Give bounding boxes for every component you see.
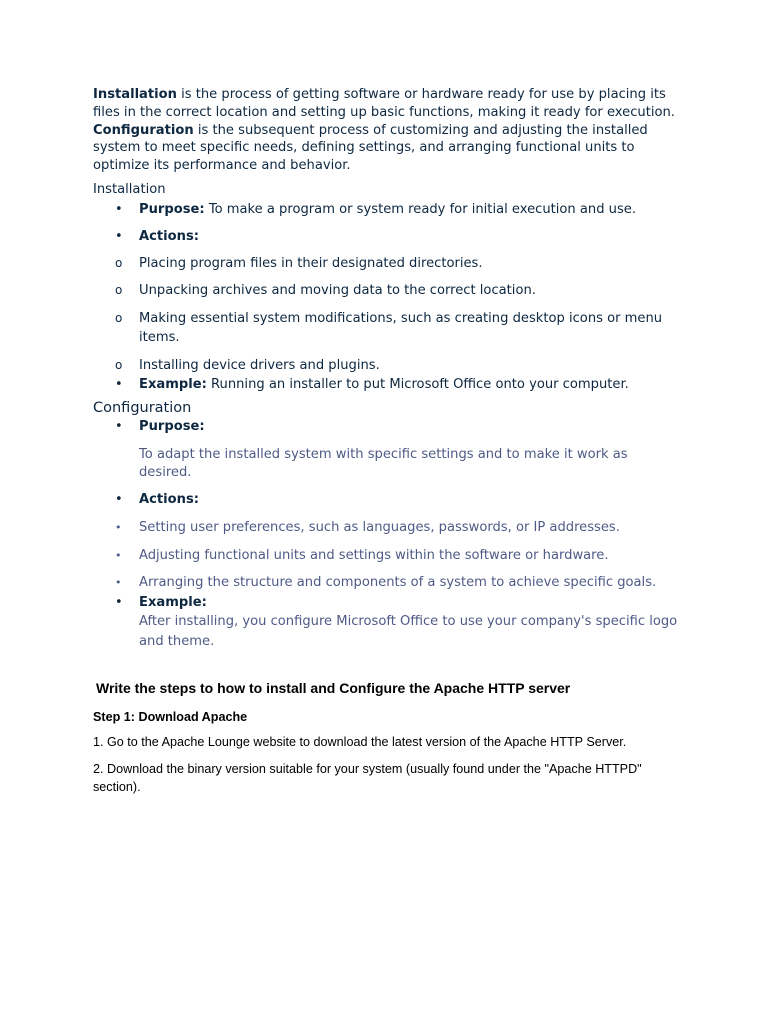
intro-paragraph [93, 86, 683, 175]
actions-label: Actions: [139, 492, 199, 508]
purpose-text: To make a program or system ready for initial execution and use. [204, 201, 637, 217]
installation-heading: Installation [93, 181, 166, 197]
example-text: After installing, you configure Microsoft Office to use your company's specific logo and theme. [139, 613, 678, 649]
installation-example [93, 376, 683, 394]
term-installation: Installation [93, 87, 177, 102]
intro-text-2: is the subsequent process of customizing and adjusting the installed system to meet specific needs, defining settings, and arranging functional units to optimize its performance and behavior. [93, 122, 648, 174]
installation-purpose [93, 201, 683, 219]
list-item: o Unpacking archives and moving data to the correct location. [93, 281, 683, 301]
list-item: • Arranging the structure and components of a system to achieve specific goals. [93, 573, 683, 593]
apache-section-title: Write the steps to how to install and Configure the Apache HTTP server [96, 679, 571, 696]
example-label: Example: [139, 594, 207, 610]
term-configuration: Configuration [93, 122, 194, 138]
configuration-example [93, 594, 683, 652]
configuration-actions-list [93, 518, 683, 593]
purpose-label: Purpose: [139, 419, 205, 435]
list-item: o Making essential system modifications, such as creating desktop icons or menu items. [93, 309, 683, 348]
list-item: o Placing program files in their designated directories. [93, 254, 683, 274]
configuration-heading: Configuration [93, 400, 192, 417]
example-label: Example: [139, 377, 207, 393]
step-item: 2. Download the binary version suitable for your system (usually found under the "Apache HTTPD" section). [93, 761, 642, 794]
list-item: • Adjusting functional units and settings within the software or hardware. [93, 546, 683, 566]
purpose-label: Purpose: [139, 201, 205, 217]
intro-text-1: is the process of getting software or hardware ready for use by placing its files in the correct location and setting up basic functions, making it ready for execution. [93, 87, 675, 120]
configuration-purpose [93, 418, 683, 482]
installation-actions-list [93, 254, 683, 376]
purpose-text: To adapt the installed system with specific settings and to make it work as desired. [139, 447, 628, 481]
actions-label: Actions: [139, 228, 199, 244]
document-page [93, 86, 683, 796]
example-text: Running an installer to put Microsoft Office onto your computer. [206, 377, 629, 393]
installation-list [93, 201, 683, 395]
installation-actions [93, 228, 683, 376]
list-item: o Installing device drivers and plugins. [93, 356, 683, 376]
list-item: • Setting user preferences, such as languages, passwords, or IP addresses. [93, 518, 683, 538]
step-1-heading: Step 1: Download Apache [93, 709, 248, 724]
configuration-actions [93, 491, 683, 593]
configuration-list [93, 418, 683, 652]
step-item: 1. Go to the Apache Lounge website to download the latest version of the Apache HTTP Server. [93, 734, 627, 749]
